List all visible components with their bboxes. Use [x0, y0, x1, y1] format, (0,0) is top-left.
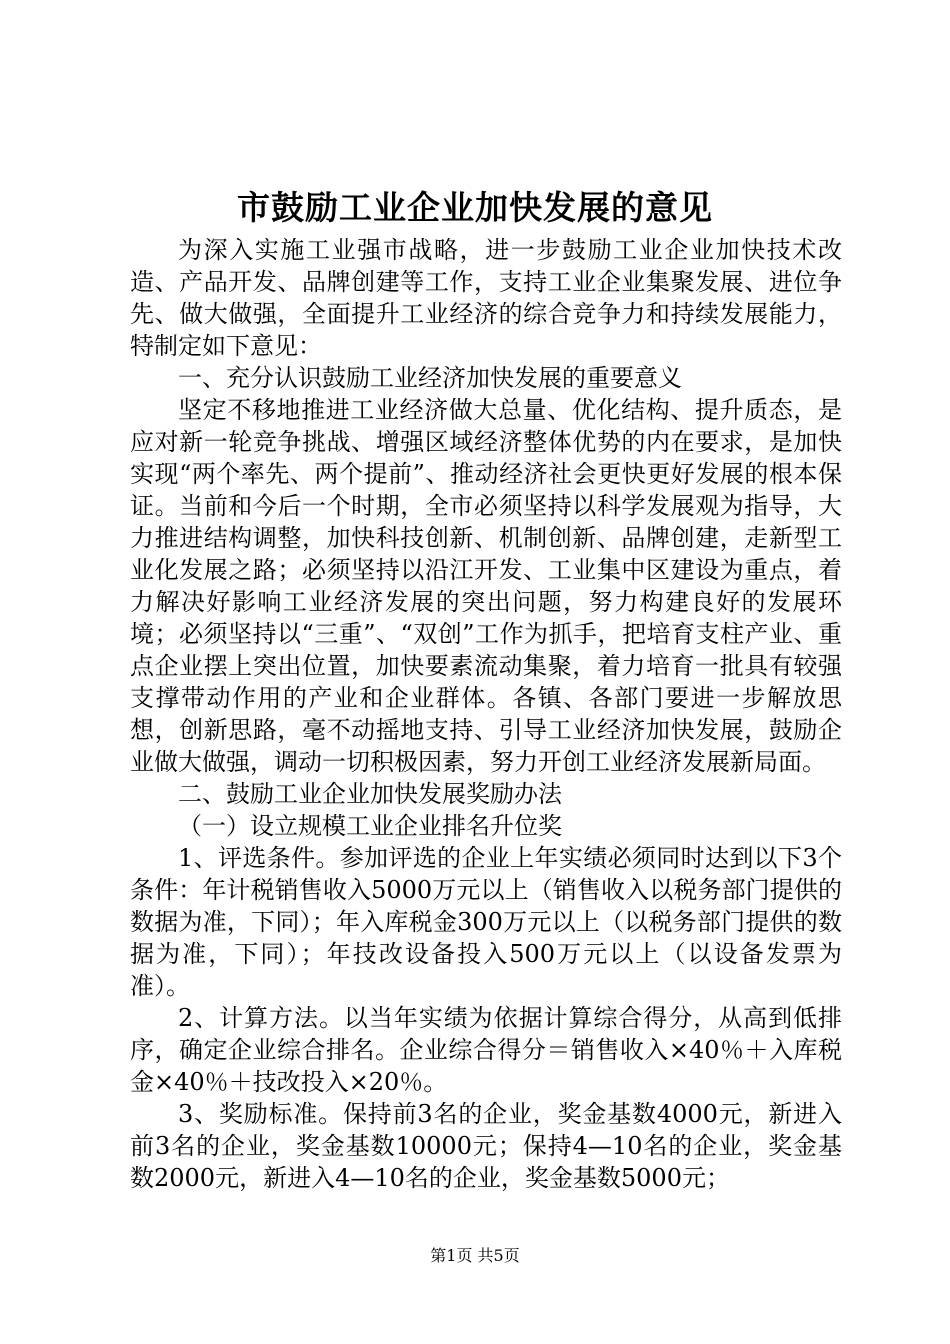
subsection-heading-1: （一）设立规模工业企业排名升位奖 — [178, 812, 562, 840]
section-heading-2: 二、鼓励工业企业加快发展奖励办法 — [178, 780, 562, 808]
intro-paragraph: 为深入实施工业强市战略，进一步鼓励工业企业加快技术改造、产品开发、品牌创建等工作，支持工业企业集聚发展、进位争先、做大做强，全面提升工业经济的综合竞争力和持续发展能力，特制定如下意见： — [130, 236, 842, 360]
document-title: 市鼓励工业企业加快发展的意见 — [237, 188, 713, 227]
section-1-paragraph: 坚定不移地推进工业经济做大总量、优化结构、提升质态，是应对新一轮竞争挑战、增强区域经济整体优势的内在要求，是加快实现“两个率先、两个提前”、推动经济社会更快更好发展的根本保证。当前和今后一个时期，全市必须坚持以科学发展观为指导，大力推进结构调整，加快科技创新、机制创新、品牌创建，走新型工业化发展之路；必须坚持以沿江开发、工业集中区建设为重点，着力解决好影响工业经济发展的突出问题，努力构建良好的发展环境；必须坚持以“三重”、“双创”工作为抓手，把培育支柱产业、重点企业摆上突出位置，加快要素流动集聚，着力培育一批具有较强支撑带动作用的产业和企业群体。各镇、各部门要进一步解放思想，创新思路，毫不动摇地支持、引导工业经济加快发展，鼓励企业做大做强，调动一切积极因素，努力开创工业经济发展新局面。 — [130, 396, 842, 776]
section-heading-1: 一、充分认识鼓励工业经济加快发展的重要意义 — [178, 364, 682, 392]
page-footer: 第1页 共5页 — [430, 1246, 520, 1265]
method-paragraph: 2、计算方法。以当年实绩为依据计算综合得分，从高到低排序，确定企业综合排名。企业综合得分＝销售收入×40％＋入库税金×40％＋技改投入×20％。 — [130, 1004, 842, 1096]
criteria-paragraph: 1、评选条件。参加评选的企业上年实绩必须同时达到以下3个条件：年计税销售收入5000万元以上（销售收入以税务部门提供的数据为准，下同）；年入库税金300万元以上（以税务部门提供的数据为准，下同）；年技改设备投入500万元以上（以设备发票为准）。 — [130, 844, 842, 1000]
document-body — [130, 234, 842, 1194]
reward-paragraph: 3、奖励标准。保持前3名的企业，奖金基数4000元，新进入前3名的企业，奖金基数10000元；保持4—10名的企业，奖金基数2000元，新进入4—10名的企业，奖金基数5000元； — [130, 1100, 842, 1192]
